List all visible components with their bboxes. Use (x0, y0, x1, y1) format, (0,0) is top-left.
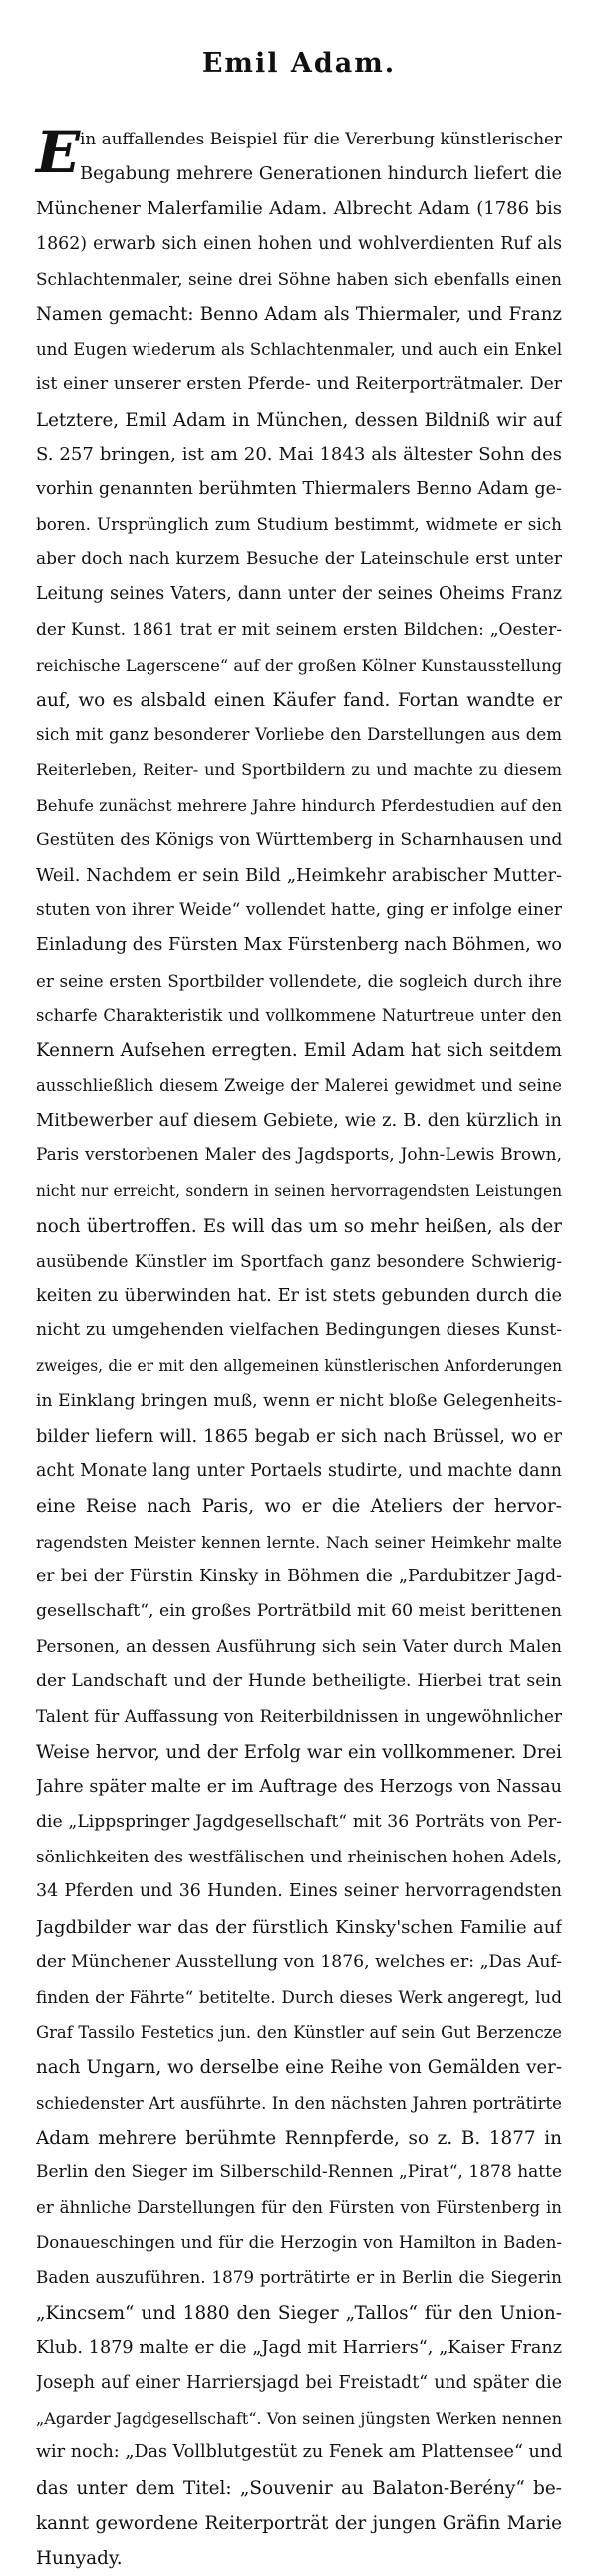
text-line: auf, wo es alsbald einen Käufer fand. Fortan wandte er (36, 690, 562, 711)
text-line: ist einer unserer ersten Pferde- und Reiterporträtmaler. Der (36, 374, 562, 395)
article-title: Emil Adam. (201, 48, 397, 79)
text-line: 1862) erwarb sich einen hohen und wohlverdienten Ruf als (36, 233, 562, 254)
text-line: der Kunst. 1861 trat er mit seinem ersten Bildchen: „Oester- (36, 619, 562, 640)
text-line: wir noch: „Das Vollblutgestüt zu Fenek am Plattensee“ und (36, 2442, 562, 2463)
text-line: Personen, an dessen Ausführung sich sein Vater durch Malen (36, 1636, 562, 1657)
text-line: ausschließlich diesem Zweige der Malerei gewidmet und seine (36, 1076, 562, 1096)
text-line: der Münchener Ausstellung von 1876, welches er: „Das Auf- (36, 1951, 562, 1972)
text-line: Donaueschingen und für die Herzogin von Hamilton in Baden- (36, 2233, 562, 2253)
text-line: „Agarder Jagdgesellschaft“. Von seinen jüngsten Werken nennen (36, 2409, 562, 2429)
text-line: bilder liefern will. 1865 begab er sich nach Brüssel, wo er (36, 1425, 562, 1447)
text-line: das unter dem Titel: „Souvenir au Balaton-Berény“ be- (36, 2477, 562, 2499)
text-line: er ähnliche Darstellungen für den Fürsten von Fürstenberg in (36, 2198, 562, 2218)
text-line: boren. Ursprünglich zum Studium bestimmt, widmete er sich (36, 514, 562, 535)
text-line: scharfe Charakteristik und vollkommene Naturtreue unter den (36, 1005, 562, 1025)
text-line: der Landschaft und der Hunde betheiligte. Hierbei trat sein (36, 1671, 562, 1692)
text-line: Letztere, Emil Adam in München, dessen Bildniß wir auf (36, 409, 562, 430)
text-line: S. 257 bringen, ist am 20. Mai 1843 als ältester Sohn des (36, 443, 562, 465)
text-line: und Eugen wiederum als Schlachtenmaler, und auch ein Enkel (36, 340, 562, 360)
text-line: Jahre später malte er im Auftrage des Herzogs von Nassau (36, 1776, 562, 1797)
text-line: die „Lippspringer Jagdgesellschaft“ mit 36 Porträts von Per- (36, 1812, 562, 1832)
text-line: Adam mehrere berühmte Rennpferde, so z. B. 1877 in (36, 2127, 562, 2148)
text-line: Behufe zunächst mehrere Jahre hindurch Pferdestudien auf den (36, 795, 562, 815)
text-line: reichische Lagerscene“ auf der großen Kölner Kunstausstellung (36, 655, 562, 675)
text-line: nicht nur erreicht, sondern in seinen hervorragendsten Leistungen (36, 1181, 562, 1200)
text-line: nach Ungarn, wo derselbe eine Reihe von Gemälden ver- (36, 2057, 562, 2079)
text-line: acht Monate lang unter Portaels studirte, und machte dann (36, 1461, 562, 1482)
text-line: er seine ersten Sportbilder vollendete, die sogleich durch ihre (36, 971, 562, 991)
text-line: gesellschaft“, ein großes Porträtbild mit 60 meist berittenen (36, 1600, 562, 1621)
text-line: Weil. Nachdem er sein Bild „Heimkehr arabischer Mutter- (36, 864, 562, 886)
text-line: 34 Pferden und 36 Hunden. Eines seiner hervorragendsten (36, 1881, 562, 1902)
text-line: Klub. 1879 malte er die „Jagd mit Harriers“, „Kaiser Franz (36, 2337, 562, 2358)
text-line: Berlin den Sieger im Silberschild-Rennen „Pirat“, 1878 hatte (36, 2161, 562, 2182)
text-line: Baden auszuführen. 1879 porträtirte er in Berlin die Siegerin (36, 2267, 562, 2288)
text-line: Weise hervor, und der Erfolg war ein vollkommener. Drei (36, 1741, 562, 1763)
text-line: sönlichkeiten des westfälischen und rheinischen hohen Adels, (36, 1847, 562, 1867)
text-line: „Kincsem“ und 1880 den Sieger „Tallos“ für den Union- (36, 2302, 562, 2324)
text-line: Namen gemacht: Benno Adam als Thiermaler, und Franz (36, 303, 562, 325)
text-line: Paris verstorbenen Maler des Jagdsports, John-Lewis Brown, (36, 1145, 562, 1166)
text-line: Gestüten des Königs von Württemberg in Scharnhausen und (36, 829, 562, 850)
text-line: Reiterleben, Reiter- und Sportbildern zu und machte zu diesem (36, 760, 562, 780)
text-line: Talent für Auffassung von Reiterbildnissen in ungewöhnlicher (36, 1706, 562, 1727)
text-line: Leitung seines Vaters, dann unter der seines Oheims Franz (36, 584, 562, 605)
text-line: Graf Tassilo Festetics jun. den Künstler auf sein Gut Berzencze (36, 2023, 562, 2043)
text-line: ragendsten Meister kennen lernte. Nach seiner Heimkehr malte (36, 1532, 562, 1552)
text-line: nicht zu umgehenden vielfachen Bedingungen dieses Kunst- (36, 1320, 562, 1341)
text-line: noch übertroffen. Es will das um so mehr heißen, als der (36, 1215, 562, 1237)
text-line: Hunyady. (36, 2547, 123, 2569)
text-line: ausübende Künstler im Sportfach ganz besondere Schwierig- (36, 1251, 562, 1271)
text-line: eine Reise nach Paris, wo er die Ateliers der hervor- (36, 1496, 562, 1518)
text-line: Joseph auf einer Harriersjagd bei Freistadt“ und später die (36, 2373, 562, 2393)
text-line: Jagdbilder war das der fürstlich Kinsky'schen Familie auf (36, 1916, 562, 1938)
text-line: keiten zu überwinden hat. Er ist stets gebunden durch die (36, 1286, 562, 1307)
text-line: finden der Fährte“ betitelte. Durch dieses Werk angeregt, lud (36, 1986, 562, 2007)
text-line: schiedenster Art ausführte. In den nächsten Jahren porträtirte (36, 2093, 562, 2113)
text-line: Kennern Aufsehen erregten. Emil Adam hat sich seitdem (36, 1039, 562, 1061)
text-line: stuten von ihrer Weide“ vollendet hatte, ging er infolge einer (36, 900, 562, 921)
text-line: Münchener Malerfamilie Adam. Albrecht Adam (1786 bis (36, 198, 562, 220)
text-line: sich mit ganz besonderer Vorliebe den Darstellungen aus dem (36, 725, 562, 745)
text-line: vorhin genannten berühmten Thiermalers Benno Adam ge- (36, 478, 562, 499)
text-line: Mitbewerber auf diesem Gebiete, wie z. B. den kürzlich in (36, 1110, 562, 1132)
text-line: aber doch nach kurzem Besuche der Lateinschule erst unter (36, 549, 562, 570)
text-line: kannt gewordene Reiterporträt der jungen Gräfin Marie (36, 2512, 562, 2534)
text-line: zweiges, die er mit den allgemeinen künstlerischen Anforderungen (36, 1356, 562, 1375)
text-line: in auffallendes Beispiel für die Vererbung künstlerischer (80, 129, 562, 148)
text-line: Schlachtenmaler, seine drei Söhne haben sich ebenfalls einen (36, 268, 562, 289)
text-line: Begabung mehrere Generationen hindurch liefert die (80, 163, 562, 185)
text-line: er bei der Fürstin Kinsky in Böhmen die „Pardubitzer Jagd- (36, 1566, 562, 1586)
text-line: Einladung des Fürsten Max Fürstenberg nach Böhmen, wo (36, 935, 562, 956)
article-body (36, 119, 562, 2576)
drop-cap: E (36, 119, 81, 186)
text-line: in Einklang bringen muß, wenn er nicht bloße Gelegenheits- (36, 1390, 562, 1411)
